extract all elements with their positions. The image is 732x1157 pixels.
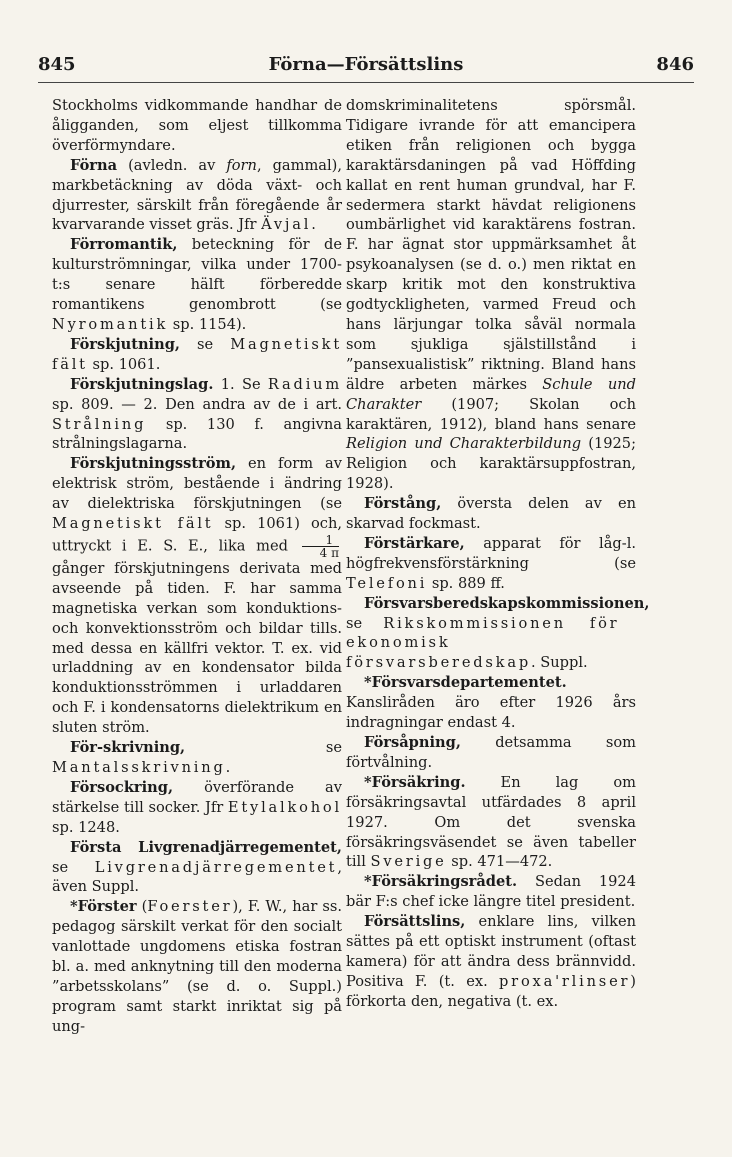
entry-forskjutningsstrom: Förskjutningsström, en form av elektrisk ström, bestående i ändring av dielektriska förskjutningen (se Magnetiskt fält sp. 1061) och, uttryckt i E. S. E., lika med $\frac{1}{4 \pi}$ gånger förskjutningens derivata med avseende på tiden. F. har samma magnetiska verkan som konduktions- och konvektionsström och bildar tills. med dessa en källfri vektor. T. ex. vid urladdning av en kondensator bilda konduktionsströmmen i urladdaren och F. i kondensatorns dielektrikum en sluten ström. — [52, 455, 342, 737]
entry-forsapning: Försåpning, detsamma som förtvålning. — [346, 734, 636, 771]
page-number-right: 846 — [656, 54, 694, 75]
entry-forsvarsberedskapskommissionen: Försvarsberedskapskommissionen, se Rikskommissionen för ekonomisk försvarsberedskap. Suppl. — [346, 594, 650, 672]
entry-continuation: Stockholms vidkommande handhar de åligganden, som eljest tillkomma överförmyndare. — [52, 97, 342, 154]
cross-ref: Telefoni — [346, 574, 428, 592]
cross-ref: Livgrenadjärregementet — [94, 858, 338, 876]
entry-forskjutning: Förskjutning, se Magnetiskt fält sp. 1061. — [52, 335, 342, 373]
entry-forsvarsdepartementet: *Försvarsdepartementet. Kansliråden äro efter 1926 års indragningar endast 4. — [346, 674, 636, 732]
right-column — [346, 96, 650, 1012]
entry-forsakring: *Försäkring. En lag om försäkringsavtal utfärdades 8 april 1927. Om det svenska försäkringsväsendet se även tabeller till Sverige sp. 471—472. — [346, 773, 636, 871]
cross-ref: Magnetiskt fält — [52, 335, 342, 373]
entry-forsta-livgrenadjarregementet: Första Livgrenadjärregementet, se Livgrenadjärregementet, även Suppl. — [52, 838, 342, 896]
cross-ref: Foerster — [147, 898, 233, 916]
cross-ref: Mantalsskrivning — [52, 759, 226, 776]
entry-forstang: Förstång, översta delen av en skarvad fockmast. — [346, 495, 636, 533]
cross-ref: Radium — [267, 375, 342, 393]
cross-ref: Nyromantik — [52, 315, 169, 333]
cross-ref: Strålning — [52, 415, 147, 433]
running-title: Förna—Försättslins — [268, 54, 464, 75]
fraction: $\frac{1}{4 \pi}$ — [302, 534, 339, 559]
cross-ref: Ävjal — [261, 216, 312, 234]
entry-forster-continued: domskriminalitetens spörsmål. Tidigare ivrande för att emancipera etiken från religionen och bygga karaktärsdaningen på vad Höffding kallat en rent human grundval, har F. sedermera starkt hävdat religionens oumbärlighet vid karaktärens fostran. F. har ägnat stor uppmärksamhet åt psykoanalysen (se d. o.) men riktat en skarp kritik mot den konstruktiva godtyckligheten, varmed Freud och hans lärjungar tolka såväl normala som sjukliga själstillstånd i ”pansexualistisk” riktning. Bland hans äldre arbeten märkes Schule und Charakter (1907; Skolan och karaktären, 1912), bland hans senare Religion und Charakterbildung (1925; Religion och karaktärsuppfostran, 1928). — [346, 97, 637, 493]
entry-forster: *Förster (Foerster), F. W., har ss. pedagog särskilt verkat för den socialt vanlottade ungdomens etiska fostran bl. a. med anknytning till den moderna ”arbetsskolans” (se d. o. Suppl.) program samt starkt inriktat sig på ung- — [52, 898, 342, 1035]
entry-forromantik: Förromantik, beteckning för de kulturströmningar, vilka under 1700-t:s senare hälft förberedde romantikens genombrott (se Nyromantik sp. 1154). — [52, 236, 342, 333]
cross-ref: proxa'rlinser — [499, 972, 631, 990]
entry-forstarkare: Förstärkare, apparat för låg-l. högfrekvensförstärkning (se Telefoni sp. 889 ff. — [346, 534, 636, 592]
entry-forsakringsradet: *Försäkringsrådet. Sedan 1924 bär F:s chef icke längre titel president. — [346, 873, 636, 911]
left-column — [52, 96, 342, 1037]
cross-ref: Etylalkohol — [227, 798, 342, 816]
entry-forsockring: Försockring, överförande av stärkelse till socker. Jfr Etylalkohol sp. 1248. — [52, 778, 342, 836]
cross-ref: Rikskommissionen för ekonomisk försvarsberedskap — [346, 614, 620, 672]
cross-ref: Magnetiskt fält — [52, 515, 214, 533]
entry-forskjutningslag: Förskjutningslag. 1. Se Radium sp. 809. — 2. Den andra av de i art. Strålning sp. 130 f. angivna strålningslagarna. — [52, 375, 342, 453]
page-header — [38, 54, 694, 75]
entry-forsattslins: Försättslins, enklare lins, vilken sättes på ett optiskt instrument (oftast kamera) för att ändra dess brännvidd. Positiva F. (t. ex. proxa'rlinser) förkorta den, negativa (t. ex. — [346, 913, 636, 1010]
cross-ref: Sverige — [370, 853, 447, 871]
entry-forna: Förna (avledn. av forn, gammal), markbetäckning av döda växt- och djurrester, särskilt från föregående år kvarvarande visset gräs. Jfr Ävjal. — [52, 156, 343, 234]
entry-for-skrivning: För-skrivning, se Mantalsskrivning. — [52, 739, 342, 776]
page-number-left: 845 — [38, 54, 76, 75]
header-rule — [38, 82, 694, 83]
